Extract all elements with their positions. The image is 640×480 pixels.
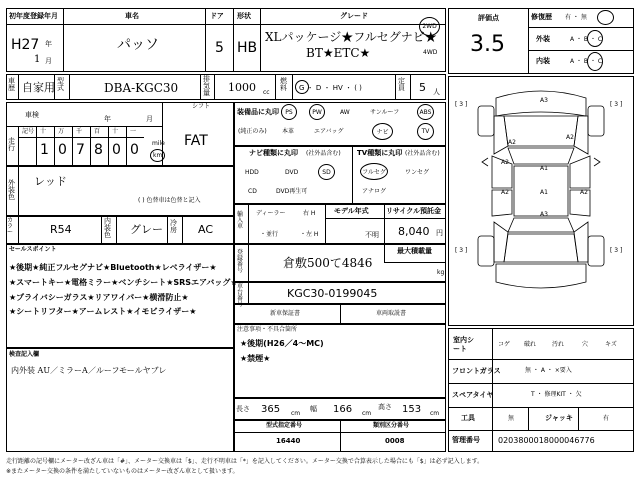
height-unit: cm (430, 410, 440, 417)
model-label: 型式 (57, 77, 64, 92)
navi-type-title: ナビ種類に丸印 (249, 149, 298, 157)
run-label: 走行 (8, 137, 15, 152)
interior-grade-options: A ・ B ・ C (570, 58, 603, 65)
diagram-damage-label: A1 (540, 165, 548, 172)
inspection-year-unit: 年 (104, 115, 111, 123)
navi-sd-mark: SD (318, 164, 335, 180)
capacity-label: 定員 (398, 77, 405, 92)
inspector-text: 内外装 AU／ミラーA／ルーフモールヤブレ (11, 366, 167, 375)
import-parallel: ・並行 (260, 231, 279, 238)
exterior-color-value: レッド (34, 175, 67, 188)
tv-type-sub: (社外品含む) (405, 150, 440, 157)
notes-line: ★禁煙★ (240, 354, 271, 363)
odometer-digit: 8 (94, 142, 103, 158)
grade-label: グレード (340, 12, 368, 20)
repair-history-label: 修復歴 (531, 13, 552, 21)
model-year-label: モデル年式 (334, 207, 369, 215)
recycle-fee-label: リサイクル預託金 (386, 207, 442, 215)
color-code-label: カラー (7, 217, 14, 236)
tools-value: 無 (508, 415, 515, 422)
reg-month-unit: 月 (45, 57, 52, 65)
shift-value: FAT (184, 133, 208, 149)
door-label: ドア (210, 12, 224, 20)
length-unit: cm (291, 410, 301, 417)
drive-2wd-mark: 2WD (419, 17, 440, 36)
diagram-damage-label: A2 (501, 189, 509, 196)
equip-aw: AW (340, 109, 350, 116)
diagram-bracket-label: [ 3 ] (610, 247, 623, 254)
seat-item: 汚れ (552, 341, 565, 348)
equip-ps-mark: PS (281, 104, 297, 120)
length-value: 365 (261, 404, 281, 415)
type-number-value: 16440 (276, 437, 301, 445)
odometer-km-mark (150, 149, 165, 162)
capacity-value: 5 (419, 81, 426, 94)
diagram-damage-label: A3 (540, 97, 548, 104)
interior-color-label: 内装色 (104, 217, 111, 239)
navi-hdd: HDD (245, 169, 259, 176)
shift-label: シフト (192, 103, 211, 110)
odometer-header-cell: 十 (40, 128, 47, 135)
odometer-digit: 0 (58, 142, 67, 158)
odometer-digit: 0 (112, 142, 121, 158)
fuel-gasoline-mark (295, 80, 309, 94)
repair-none-mark (597, 10, 614, 25)
seat-item: 穴 (582, 341, 589, 348)
tv-fullseg-mark: フルセグ (360, 163, 388, 180)
height-label: 高さ (378, 403, 392, 411)
management-number-label: 管理番号 (452, 436, 480, 444)
equip-airbag: エアバッグ (314, 128, 344, 135)
width-label: 幅 (310, 405, 317, 413)
sales-point-line: ★プライバシーガラス★リアワイパー★横滑防止★ (9, 293, 189, 302)
notes-label: 注意事項・不具合箇所 (237, 326, 298, 333)
inspection-month-unit: 月 (146, 115, 153, 123)
diagram-bracket-label: [ 3 ] (610, 101, 623, 108)
use-value: 自家用 (22, 81, 55, 94)
diagram-damage-label: A3 (540, 211, 548, 218)
odometer-unit-km: km (153, 152, 163, 159)
sales-point-line: ★後期★純正フルセグナビ★Bluetooth★レベライザー★ (9, 263, 217, 272)
navi-cd: CD (248, 188, 257, 195)
odometer-header-cell: 千 (76, 128, 83, 135)
odometer-header-cell: 百 (94, 128, 101, 135)
recycle-fee-unit: 円 (436, 229, 443, 237)
import-left-hand: ・左 H (300, 231, 319, 238)
sales-point-line: ★シートリフター★アームレスト★イモビライザー★ (9, 307, 197, 316)
grade-line-1: XLパッケージ★フルセグナビ★ (265, 30, 437, 44)
class-number-label: 類別区分番号 (373, 422, 410, 429)
odometer-digit: 0 (130, 142, 139, 158)
exterior-color-label: 外装色 (8, 179, 15, 201)
class-number-value: 0008 (385, 437, 405, 445)
reg-month-value: 1 (34, 54, 41, 65)
diagram-damage-label: A2 (566, 134, 574, 141)
interior-color-value: グレー (130, 223, 163, 236)
footer-note-2: ※またメーター交換の条件を満たしていないものはメーター改ざん車として扱います。 (6, 468, 239, 475)
spare-tire-label: スペアタイヤ (452, 391, 494, 399)
exterior-grade-b-mark (587, 30, 603, 47)
equip-tv-mark: TV (417, 123, 434, 140)
recycle-fee-value: 8,040 (398, 225, 430, 238)
odometer-digit: 1 (40, 142, 49, 158)
score-value: 3.5 (470, 32, 505, 57)
diagram-damage-label: A2 (580, 189, 588, 196)
import-dealer: ディーラー (256, 210, 286, 217)
reg-date-label: 初年度登録年月 (9, 12, 58, 20)
type-number-label: 型式指定番号 (266, 422, 303, 429)
interior-grade-b-mark (587, 52, 603, 71)
max-load-label: 最大積載量 (397, 247, 432, 255)
interior-grade-label: 内装 (536, 57, 550, 65)
car-top-view-diagram (448, 76, 634, 326)
equip-sunroof: サンルーフ (370, 109, 400, 116)
door-value: 5 (215, 40, 224, 56)
equip-leather: 本革 (282, 128, 295, 135)
inspector-block (6, 348, 234, 452)
displacement-unit: cc (263, 89, 270, 96)
footer-note-1: 走行距離の記号欄にメーター改ざん車は「#」、メーター交換車は「$」、走行不明車は「*」を記入してください。メーター交換で合算表示した場合にも「$」は必ず記入します。 (6, 458, 484, 465)
diagram-damage-label: A1 (540, 189, 548, 196)
equip-navi-mark: ナビ (372, 123, 393, 140)
notes-line: ★後期(H26／4～MC) (240, 339, 324, 348)
odometer-digit: 7 (76, 142, 85, 158)
spare-tire-options: T ・ 修理KIT ・ 欠 (531, 391, 582, 398)
equip-abs-mark: ABS (417, 104, 434, 120)
diagram-damage-label: A2 (501, 159, 509, 166)
car-name-value: パッソ (117, 37, 159, 53)
displacement-value: 1000 (228, 81, 256, 94)
tv-oneseg: ワンセグ (405, 169, 430, 176)
diagram-bracket-label: [ 3 ] (455, 101, 468, 108)
tools-label: 工具 (461, 414, 475, 422)
exterior-grade-options: A ・ B ・ C (570, 36, 603, 43)
equipment-subtitle: (純正のみ) (238, 128, 267, 135)
import-right-hand: 右 H (303, 210, 316, 217)
ac-label: 冷房 (170, 219, 177, 234)
import-label: 輸入車 (237, 211, 244, 230)
warranty-label: 新車保証書 (270, 310, 301, 317)
seat-label: 室内シート (453, 336, 474, 354)
capacity-unit: 人 (433, 88, 440, 96)
reg-year-unit: 年 (45, 40, 52, 48)
manual-label: 車両取説書 (376, 310, 407, 317)
repair-history-options: 有 ・ 無 (565, 14, 587, 21)
reg-era-value: H27 (11, 37, 40, 53)
equip-pw-mark: PW (309, 104, 325, 120)
width-value: 166 (333, 404, 353, 415)
height-value: 153 (402, 404, 422, 415)
drive-4wd-label: 4WD (423, 49, 438, 56)
use-label: 車歴 (8, 77, 15, 92)
displacement-label: 排気量 (203, 75, 210, 97)
diagram-bracket-label: [ 3 ] (455, 247, 468, 254)
odometer-header-cell: 記号 (22, 128, 35, 135)
plate-value: 倉敷500て4846 (283, 256, 373, 270)
navi-dvd: DVD (285, 169, 299, 176)
odometer-header-cell: 十 (112, 128, 119, 135)
equipment-title: 装備品に丸印 (237, 108, 279, 116)
score-label: 評価点 (478, 14, 499, 22)
color-code-value: R54 (50, 223, 72, 236)
inspection-label: 車検 (25, 111, 39, 119)
model-year-value: 不明 (365, 231, 379, 239)
odometer-unit-mile: mile (152, 140, 165, 147)
color-change-note: ( ) 色替車は色替と記入 (138, 197, 201, 204)
chassis-label: 車台番号 (237, 283, 244, 308)
odometer-header-cell: 一 (130, 128, 137, 135)
color-block (6, 166, 234, 216)
chassis-value: KGC30-0199045 (287, 287, 378, 300)
jack-value: 有 (603, 415, 610, 422)
inspector-label: 検査記入欄 (9, 351, 40, 358)
sales-points-label: セールスポイント (9, 246, 57, 253)
front-glass-label: フロントガラス (452, 367, 501, 375)
jack-label: ジャッキ (545, 414, 573, 422)
diagram-damage-label: A2 (508, 139, 516, 146)
length-label: 長さ (236, 405, 250, 413)
seat-item: キズ (605, 341, 617, 348)
navi-dvd-playback: DVD再生可 (276, 188, 308, 195)
odometer-header-cell: 万 (58, 128, 65, 135)
shape-label: 形状 (237, 12, 251, 20)
sales-point-line: ★スマートキー★電格ミラー★ベンチシート★SRSエアバッグ★ (9, 278, 238, 287)
grade-line-2: BT★ETC★ (306, 46, 371, 60)
management-number-value: 0203800018000046776 (498, 436, 595, 445)
seat-item: 破れ (524, 341, 537, 348)
width-unit: cm (362, 410, 372, 417)
navi-type-sub: (社外品含む) (306, 150, 341, 157)
ac-value: AC (198, 223, 214, 236)
max-load-unit: kg (437, 269, 445, 276)
fuel-value: G ・ D ・ HV ・ ( ) (299, 84, 362, 92)
exterior-grade-label: 外装 (536, 35, 550, 43)
shape-value: HB (237, 40, 258, 56)
seat-item: コゲ (498, 341, 511, 348)
spec-row (6, 74, 446, 100)
plate-label: 登録番号 (237, 249, 244, 274)
fuel-label: 燃料 (280, 77, 287, 92)
model-value: DBA-KGC30 (104, 81, 179, 95)
tv-analog: アナログ (362, 188, 387, 195)
tv-type-title: TV種類に丸印 (357, 149, 403, 157)
front-glass-options: 無 ・ A ・ ×要入 (525, 367, 572, 374)
car-name-label: 車名 (125, 12, 139, 20)
